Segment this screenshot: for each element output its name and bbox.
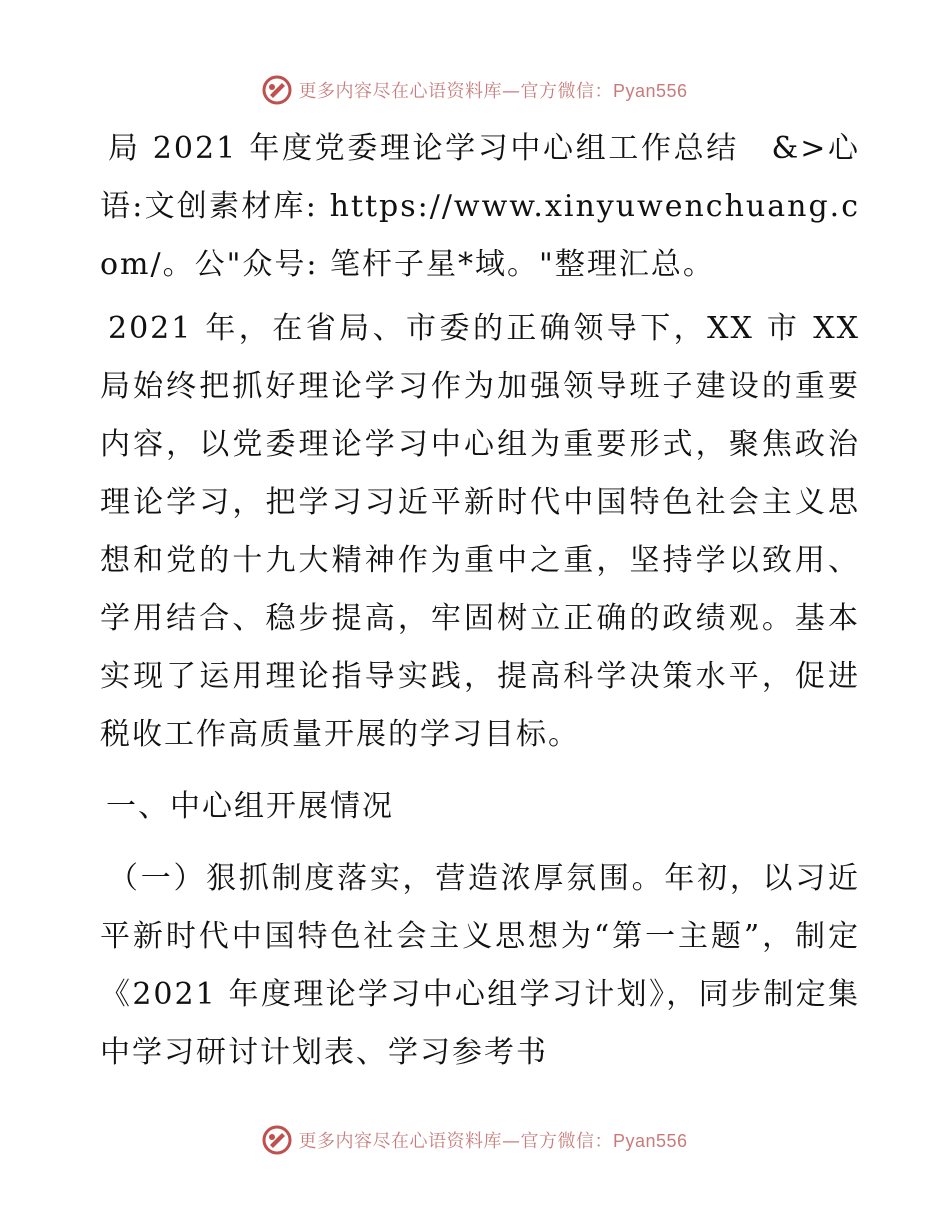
header-watermark-banner bbox=[0, 72, 950, 108]
intro-paragraph: 2021 年，在省局、市委的正确领导下，XX 市 XX 局始终把抓好理论学习作为加强领导班子建设的重要内容，以党委理论学习中心组为重要形式，聚焦政治理论学习，把学习习近平新时代中国特色社会主义思想和党的十九大精神作为重中之重，坚持学以致用、学用结合、稳步提高，牢固树立正确的政绩观。基本实现了运用理论指导实践，提高科学决策水平，促进税收工作高质量开展的学习目标。 bbox=[100, 311, 860, 752]
banner-text: 更多内容尽在心语资料库—官方微信：Pyan556 bbox=[298, 81, 688, 102]
document-body bbox=[100, 120, 860, 1082]
body-paragraph: （一）狠抓制度落实，营造浓厚氛围。年初，以习近平新时代中国特色社会主义思想为“第一主题”，制定《2021 年度理论学习中心组学习计划》，同步制定集中学习研讨计划表、学习参考书 bbox=[100, 861, 860, 1070]
banner-text: 更多内容尽在心语资料库—官方微信：Pyan556 bbox=[298, 1131, 688, 1152]
footer-watermark-banner bbox=[0, 1122, 950, 1158]
logo-icon bbox=[262, 1125, 292, 1155]
logo-icon bbox=[262, 75, 292, 105]
section-heading: 一、中心组开展情况 bbox=[106, 789, 394, 824]
title-paragraph: 局 2021 年度党委理论学习中心组工作总结 &>心语:文创素材库: https://www.xinyuwenchuang.com/。公"众号: 笔杆子星*域。"整理汇总。 bbox=[100, 131, 860, 282]
